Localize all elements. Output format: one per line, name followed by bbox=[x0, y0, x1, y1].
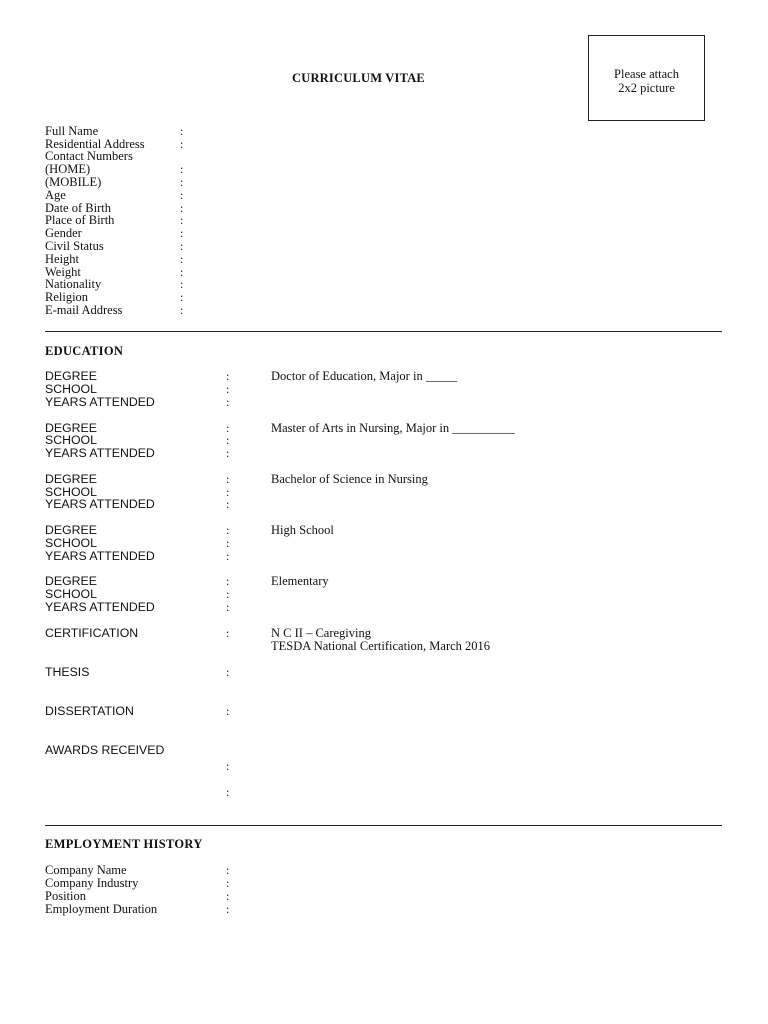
personal-label-height: Height bbox=[45, 252, 80, 266]
personal-colon-religion: : bbox=[180, 290, 184, 304]
personal-colon-nationality: : bbox=[180, 277, 184, 291]
employment-heading: EMPLOYMENT HISTORY bbox=[45, 837, 203, 851]
education-degree-value: Doctor of Education, Major in _____ bbox=[271, 369, 458, 383]
divider-personal-education bbox=[45, 331, 722, 332]
personal-colon-gender: : bbox=[180, 226, 184, 240]
education-years-label: YEARS ATTENDED bbox=[45, 446, 155, 460]
dissertation-colon: : bbox=[226, 704, 230, 718]
personal-label-weight: Weight bbox=[45, 265, 81, 279]
employment-label-employment-duration: Employment Duration bbox=[45, 902, 158, 916]
education-colon: : bbox=[226, 369, 230, 383]
awards-colon: : bbox=[226, 759, 230, 773]
photo-placeholder-line-2: 2x2 picture bbox=[618, 81, 675, 95]
education-degree-label: DEGREE bbox=[45, 472, 97, 486]
awards-label: AWARDS RECEIVED bbox=[45, 743, 165, 757]
personal-colon-age: : bbox=[180, 188, 184, 202]
personal-label-age: Age bbox=[45, 188, 66, 202]
education-years-label: YEARS ATTENDED bbox=[45, 549, 155, 563]
personal-label-nationality: Nationality bbox=[45, 277, 102, 291]
personal-colon-email-address: : bbox=[180, 303, 184, 317]
thesis-label: THESIS bbox=[45, 665, 90, 679]
education-colon: : bbox=[226, 382, 230, 396]
certification-value-2: TESDA National Certification, March 2016 bbox=[271, 639, 491, 653]
education-colon: : bbox=[226, 549, 230, 563]
personal-label-mobile: (MOBILE) bbox=[45, 175, 102, 189]
education-degree-label: DEGREE bbox=[45, 523, 97, 537]
education-degree-value: Elementary bbox=[271, 574, 329, 588]
education-colon: : bbox=[226, 395, 230, 409]
personal-label-place-of-birth: Place of Birth bbox=[45, 213, 115, 227]
education-colon: : bbox=[226, 421, 230, 435]
personal-colon-home: : bbox=[180, 162, 184, 176]
employment-colon: : bbox=[226, 863, 230, 877]
photo-placeholder bbox=[588, 35, 705, 121]
personal-colon-residential-address: : bbox=[180, 137, 184, 151]
education-colon: : bbox=[226, 536, 230, 550]
certification-label: CERTIFICATION bbox=[45, 626, 139, 640]
personal-colon-full-name: : bbox=[180, 124, 184, 138]
employment-colon: : bbox=[226, 902, 230, 916]
employment-colon: : bbox=[226, 889, 230, 903]
personal-colon-place-of-birth: : bbox=[180, 213, 184, 227]
employment-label-position: Position bbox=[45, 889, 86, 903]
personal-label-full-name: Full Name bbox=[45, 124, 99, 138]
awards-colon: : bbox=[226, 785, 230, 799]
certification-value-1: N C II – Caregiving bbox=[271, 626, 371, 640]
thesis-colon: : bbox=[226, 665, 230, 679]
personal-label-contact-numbers: Contact Numbers bbox=[45, 149, 133, 163]
personal-label-religion: Religion bbox=[45, 290, 89, 304]
education-degree-value: High School bbox=[271, 523, 334, 537]
personal-label-residential-address: Residential Address bbox=[45, 137, 145, 151]
dissertation-label: DISSERTATION bbox=[45, 704, 134, 718]
education-colon: : bbox=[226, 523, 230, 537]
employment-colon: : bbox=[226, 876, 230, 890]
education-degree-value: Bachelor of Science in Nursing bbox=[271, 472, 428, 486]
education-years-label: YEARS ATTENDED bbox=[45, 395, 155, 409]
personal-label-civil-status: Civil Status bbox=[45, 239, 104, 253]
education-colon: : bbox=[226, 485, 230, 499]
personal-colon-mobile: : bbox=[180, 175, 184, 189]
education-colon: : bbox=[226, 446, 230, 460]
education-degree-label: DEGREE bbox=[45, 574, 97, 588]
divider-education-employment bbox=[45, 825, 722, 826]
photo-placeholder-line-1: Please attach bbox=[614, 67, 679, 81]
education-years-label: YEARS ATTENDED bbox=[45, 497, 155, 511]
education-colon: : bbox=[226, 433, 230, 447]
personal-colon-weight: : bbox=[180, 265, 184, 279]
education-degree-label: DEGREE bbox=[45, 369, 97, 383]
education-colon: : bbox=[226, 587, 230, 601]
personal-label-gender: Gender bbox=[45, 226, 82, 240]
education-years-label: YEARS ATTENDED bbox=[45, 600, 155, 614]
education-colon: : bbox=[226, 600, 230, 614]
education-school-label: SCHOOL bbox=[45, 587, 97, 601]
personal-label-date-of-birth: Date of Birth bbox=[45, 201, 111, 215]
document-title: CURRICULUM VITAE bbox=[292, 71, 425, 85]
education-degree-label: DEGREE bbox=[45, 421, 97, 435]
education-colon: : bbox=[226, 497, 230, 511]
education-degree-value: Master of Arts in Nursing, Major in __________ bbox=[271, 421, 515, 435]
education-colon: : bbox=[226, 472, 230, 486]
education-school-label: SCHOOL bbox=[45, 433, 97, 447]
personal-colon-civil-status: : bbox=[180, 239, 184, 253]
education-school-label: SCHOOL bbox=[45, 485, 97, 499]
personal-colon-height: : bbox=[180, 252, 184, 266]
personal-label-home: (HOME) bbox=[45, 162, 91, 176]
personal-label-email-address: E-mail Address bbox=[45, 303, 123, 317]
employment-label-company-name: Company Name bbox=[45, 863, 127, 877]
personal-colon-date-of-birth: : bbox=[180, 201, 184, 215]
education-school-label: SCHOOL bbox=[45, 536, 97, 550]
education-colon: : bbox=[226, 574, 230, 588]
education-heading: EDUCATION bbox=[45, 344, 124, 358]
employment-label-company-industry: Company Industry bbox=[45, 876, 139, 890]
certification-colon: : bbox=[226, 626, 230, 640]
education-school-label: SCHOOL bbox=[45, 382, 97, 396]
